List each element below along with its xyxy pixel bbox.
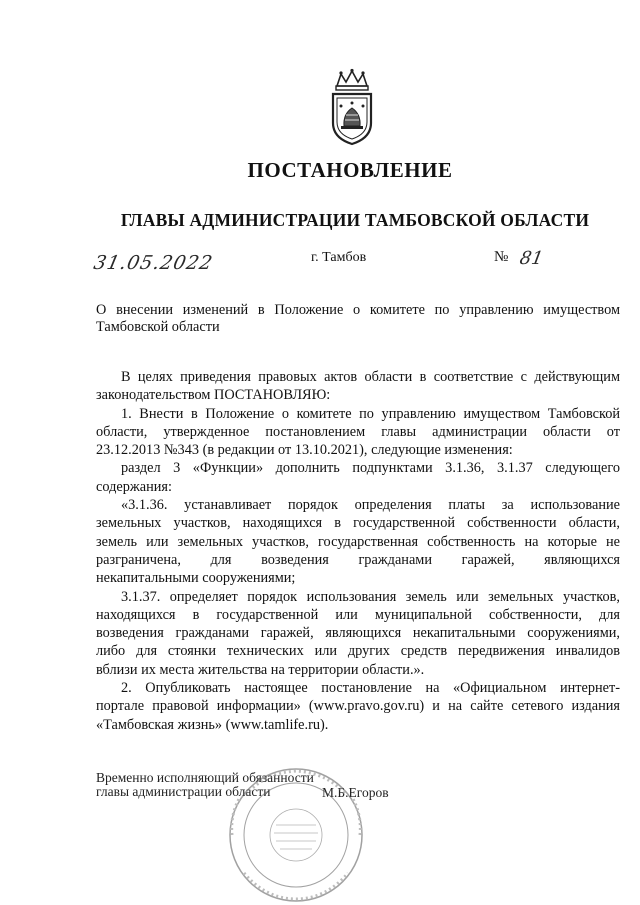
body-line: В целях приведения правовых актов области в соответствие с действующим <box>121 369 620 385</box>
official-stamp <box>226 765 366 905</box>
body-line: некапитальными сооружениями; <box>96 570 296 587</box>
subject-line: О внесении изменений в Положение о комитете по управлению имуществом <box>96 302 620 318</box>
body-line: находящихся в государственной или муниципальной собственности, для <box>96 606 620 623</box>
document-city: г. Тамбов <box>311 250 367 265</box>
body-line: содержания: <box>96 478 172 495</box>
document-title: ПОСТАНОВЛЕНИЕ <box>247 158 453 182</box>
body-line: «3.1.36. устанавливает порядок определения платы за использование <box>121 497 620 514</box>
body-line: вблизи их места жительства на территории области.». <box>96 661 425 678</box>
document-subject <box>96 302 620 336</box>
body-line: разграничена, для возведения гражданами гаражей, являющихся <box>96 551 620 568</box>
body-line: 3.1.37. определяет порядок использования земель или земельных участков, <box>121 588 620 605</box>
coat-of-arms-emblem <box>327 68 377 146</box>
body-line: земель или земельных участков, государственная собственность на которые не <box>96 533 620 550</box>
body-line: возведения гражданами гаражей, являющихся некапитальными сооружениями, <box>96 625 620 642</box>
document-date: 31.05.2022 <box>91 252 216 274</box>
body-line: земельных участков, находящихся в государственной собственности области, <box>96 515 620 532</box>
issuing-authority: ГЛАВЫ АДМИНИСТРАЦИИ ТАМБОВСКОЙ ОБЛАСТИ <box>120 210 590 230</box>
signatory-position: главы администрации области <box>96 784 271 799</box>
body-line: раздел 3 «Функции» дополнить подпунктами 3.1.36, 3.1.37 следующего <box>121 460 620 477</box>
signatory-position: Временно исполняющий обязанности <box>96 770 314 785</box>
body-line: области, утвержденное постановлением главы администрации области от <box>96 423 620 440</box>
signatory-name: М.Б.Егоров <box>322 785 389 800</box>
document-body <box>96 368 620 734</box>
body-line: портале правовой информации» (www.pravo.gov.ru) и на сайте сетевого издания <box>96 698 620 715</box>
body-line: 23.12.2013 №343 (в редакции от 13.10.2021), следующие изменения: <box>96 442 513 459</box>
number-label: № <box>494 249 509 265</box>
document-number: 81 <box>518 248 545 269</box>
body-line: либо для стоянки технических или других средств передвижения инвалидов <box>96 643 620 660</box>
body-line: законодательством ПОСТАНОВЛЯЮ: <box>96 387 331 404</box>
body-line: 2. Опубликовать настоящее постановление на «Официальном интернет- <box>121 680 620 697</box>
body-line: 1. Внести в Положение о комитете по управлению имуществом Тамбовской <box>121 405 620 422</box>
body-line: «Тамбовская жизнь» (www.tamlife.ru). <box>96 716 329 733</box>
subject-line: Тамбовской области <box>96 319 220 335</box>
